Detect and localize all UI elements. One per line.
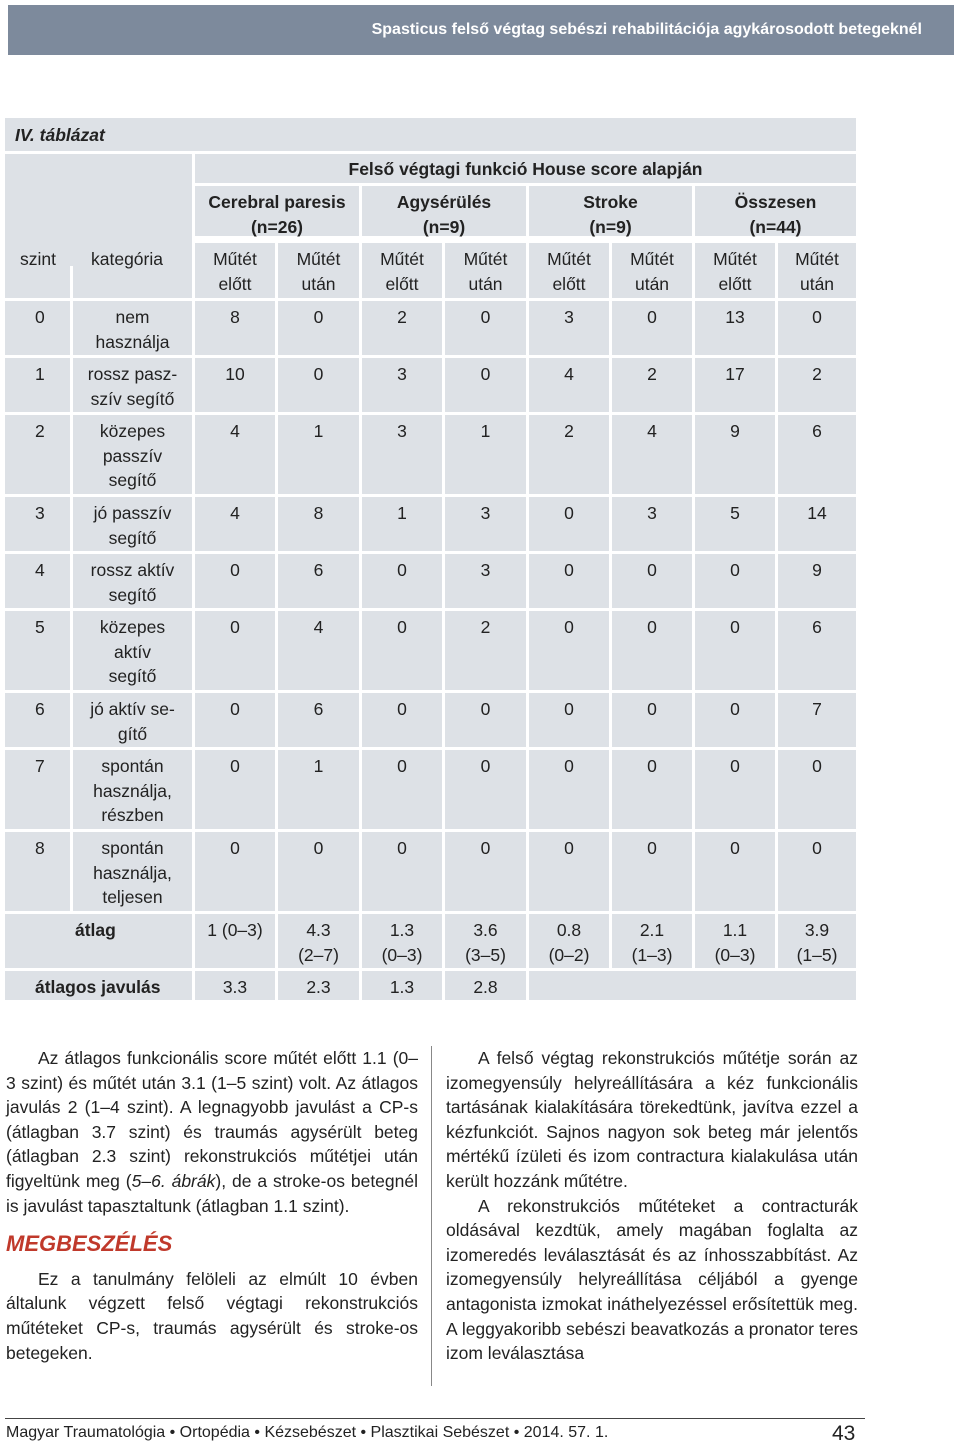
value-cell: 0 <box>445 301 526 355</box>
value-cell: 0 <box>529 693 609 747</box>
value-cell: 0 <box>612 611 692 690</box>
avg-value: 1 (0–3) <box>195 914 275 968</box>
col-header-before: Műtét előtt <box>529 243 609 298</box>
value-cell: 1 <box>445 415 526 494</box>
value-cell: 0 <box>612 301 692 355</box>
row-category: rossz pasz- szív segítő <box>73 358 192 412</box>
avg-value: 1.3 (0–3) <box>362 914 442 968</box>
running-title: Spasticus felső végtag sebészi rehabilitációja agykárosodott betegeknél <box>371 21 922 38</box>
value-cell: 0 <box>445 693 526 747</box>
row-level: 3 <box>5 497 70 551</box>
value-cell: 0 <box>778 750 856 829</box>
value-cell: 0 <box>612 750 692 829</box>
value-cell: 6 <box>778 415 856 494</box>
value-cell: 0 <box>195 693 275 747</box>
group-header-3: Összesen (n=44) <box>695 186 856 236</box>
value-cell: 0 <box>778 301 856 355</box>
col-header-after: Műtét után <box>278 243 359 298</box>
row-category: közepes aktív segítő <box>73 611 192 690</box>
value-cell: 0 <box>195 832 275 911</box>
col-header-before: Műtét előtt <box>195 243 275 298</box>
avg-value: 0.8 (0–2) <box>529 914 609 968</box>
row-level: 5 <box>5 611 70 690</box>
avg-value: 1.1 (0–3) <box>695 914 775 968</box>
value-cell: 3 <box>445 554 526 608</box>
col-header-before: Műtét előtt <box>362 243 442 298</box>
value-cell: 10 <box>195 358 275 412</box>
col-header-after: Műtét után <box>778 243 856 298</box>
value-cell: 1 <box>362 497 442 551</box>
value-cell: 4 <box>612 415 692 494</box>
col-header-szint: szint <box>5 243 70 298</box>
value-cell: 13 <box>695 301 775 355</box>
value-cell: 0 <box>195 611 275 690</box>
row-level: 2 <box>5 415 70 494</box>
value-cell: 6 <box>278 554 359 608</box>
row-category: spontán használja, teljesen <box>73 832 192 911</box>
section-heading: MEGBESZÉLÉS <box>6 1231 173 1257</box>
row-level: 4 <box>5 554 70 608</box>
row-category: jó aktív se- gítő <box>73 693 192 747</box>
data-table <box>5 118 859 1004</box>
value-cell: 0 <box>778 832 856 911</box>
page-number: 43 <box>832 1422 856 1445</box>
value-cell: 0 <box>362 693 442 747</box>
improvement-label: átlagos javulás <box>5 971 192 1000</box>
discussion-paragraph: Ez a tanulmány felöleli az elmúlt 10 évben általunk végzett felső végtagi rekonstrukciós műtéteket CP-s, traumás agysérült és stroke-os betegeken. <box>6 1268 418 1363</box>
value-cell: 2 <box>778 358 856 412</box>
value-cell: 9 <box>695 415 775 494</box>
row-category: nem használja <box>73 301 192 355</box>
group-header-1: Agysérülés (n=9) <box>362 186 526 236</box>
value-cell: 2 <box>529 415 609 494</box>
value-cell: 0 <box>445 358 526 412</box>
left-text-column <box>6 1046 418 1365</box>
value-cell: 0 <box>695 832 775 911</box>
value-cell: 0 <box>362 554 442 608</box>
value-cell: 0 <box>362 611 442 690</box>
value-cell: 1 <box>278 415 359 494</box>
improvement-empty <box>529 971 856 1000</box>
value-cell: 0 <box>529 832 609 911</box>
group-header-0: Cerebral paresis (n=26) <box>195 186 359 236</box>
value-cell: 3 <box>612 497 692 551</box>
value-cell: 0 <box>612 693 692 747</box>
result-paragraph: Az átlagos funkcionális score műtét előtt 1.1 (0–3 szint) és műtét után 3.1 (1–5 szint) volt. Az átlagos javulás 2 (1–4 szint). A legnagyobb javulást a CP-s (átlagban 3.7 szint) és traumás agysérült beteg (átlagban 2.3 szint) rekonstrukciós műtétjei után figyeltünk meg (5–6. ábrák), de a stroke-os betegnél is javulást tapasztaltunk (átlagban 1.1 szint). <box>6 1048 419 1216</box>
figure-reference: 5–6. ábrák <box>131 1170 216 1191</box>
value-cell: 0 <box>529 554 609 608</box>
right-paragraph-1: A felső végtag rekonstrukciós műtétje során az izomegyensúly helyreállítására a kéz funkcionális tartásának kialakítására törekedtünk, javítva ezzel a kézfunkciót. Sajnos nagyon sok beteg már jelentős mértékű ízületi és izom contractura kialakulása után került hozzánk műtétre. <box>446 1048 858 1191</box>
value-cell: 0 <box>445 832 526 911</box>
row-level: 6 <box>5 693 70 747</box>
row-category: spontán használja, részben <box>73 750 192 829</box>
col-header-after: Műtét után <box>612 243 692 298</box>
row-level: 7 <box>5 750 70 829</box>
avg-value: 3.6 (3–5) <box>445 914 526 968</box>
improvement-value: 2.8 <box>445 971 526 1000</box>
row-category: rossz aktív segítő <box>73 554 192 608</box>
journal-footer: Magyar Traumatológia • Ortopédia • Kézsebészet • Plasztikai Sebészet • 2014. 57. 1. <box>6 1424 609 1441</box>
value-cell: 0 <box>529 497 609 551</box>
value-cell: 14 <box>778 497 856 551</box>
improvement-value: 2.3 <box>278 971 359 1000</box>
col-header-after: Műtét után <box>445 243 526 298</box>
value-cell: 0 <box>195 750 275 829</box>
value-cell: 4 <box>195 497 275 551</box>
avg-value: 2.1 (1–3) <box>612 914 692 968</box>
value-cell: 0 <box>529 611 609 690</box>
value-cell: 0 <box>362 750 442 829</box>
row-category: közepes passzív segítő <box>73 415 192 494</box>
value-cell: 3 <box>362 415 442 494</box>
value-cell: 0 <box>695 693 775 747</box>
value-cell: 0 <box>445 750 526 829</box>
value-cell: 2 <box>362 301 442 355</box>
value-cell: 0 <box>529 750 609 829</box>
value-cell: 6 <box>778 611 856 690</box>
value-cell: 4 <box>278 611 359 690</box>
value-cell: 0 <box>278 301 359 355</box>
right-text-column <box>446 1046 858 1366</box>
value-cell: 4 <box>195 415 275 494</box>
value-cell: 9 <box>778 554 856 608</box>
value-cell: 0 <box>362 832 442 911</box>
value-cell: 0 <box>612 554 692 608</box>
row-level: 0 <box>5 301 70 355</box>
value-cell: 8 <box>278 497 359 551</box>
value-cell: 0 <box>695 611 775 690</box>
value-cell: 4 <box>529 358 609 412</box>
col-header-kategoria: kategória <box>73 243 192 298</box>
row-level: 1 <box>5 358 70 412</box>
value-cell: 17 <box>695 358 775 412</box>
super-header: Felső végtagi funkció House score alapján <box>195 154 856 183</box>
value-cell: 7 <box>778 693 856 747</box>
value-cell: 2 <box>612 358 692 412</box>
value-cell: 0 <box>195 554 275 608</box>
value-cell: 6 <box>278 693 359 747</box>
value-cell: 5 <box>695 497 775 551</box>
improvement-value: 1.3 <box>362 971 442 1000</box>
value-cell: 0 <box>695 554 775 608</box>
col-header-before: Műtét előtt <box>695 243 775 298</box>
value-cell: 8 <box>195 301 275 355</box>
avg-value: 3.9 (1–5) <box>778 914 856 968</box>
value-cell: 1 <box>278 750 359 829</box>
avg-label: átlag <box>5 914 192 968</box>
value-cell: 0 <box>695 750 775 829</box>
avg-value: 4.3 (2–7) <box>278 914 359 968</box>
running-header-bar <box>8 5 954 55</box>
improvement-value: 3.3 <box>195 971 275 1000</box>
value-cell: 0 <box>612 832 692 911</box>
value-cell: 3 <box>529 301 609 355</box>
footer-rule <box>5 1418 865 1419</box>
right-paragraph-2: A rekonstrukciós műtéteket a contracturák oldásával kezdtük, amely magában foglalta az izomeredés leválasztását és az ínhosszabbítást. Az izomegyensúly helyreállítása céljából a gyenge antagonista izmokat ináthelyezéssel erősítettük meg. A leggyakoribb sebészi beavatkozás a pronator teres izom leválasztása <box>446 1195 858 1364</box>
row-level: 8 <box>5 832 70 911</box>
value-cell: 3 <box>362 358 442 412</box>
row-category: jó passzív segítő <box>73 497 192 551</box>
value-cell: 0 <box>278 358 359 412</box>
table-caption: IV. táblázat <box>5 118 856 151</box>
value-cell: 3 <box>445 497 526 551</box>
column-divider <box>431 1046 432 1386</box>
value-cell: 0 <box>278 832 359 911</box>
value-cell: 2 <box>445 611 526 690</box>
group-header-2: Stroke (n=9) <box>529 186 692 236</box>
